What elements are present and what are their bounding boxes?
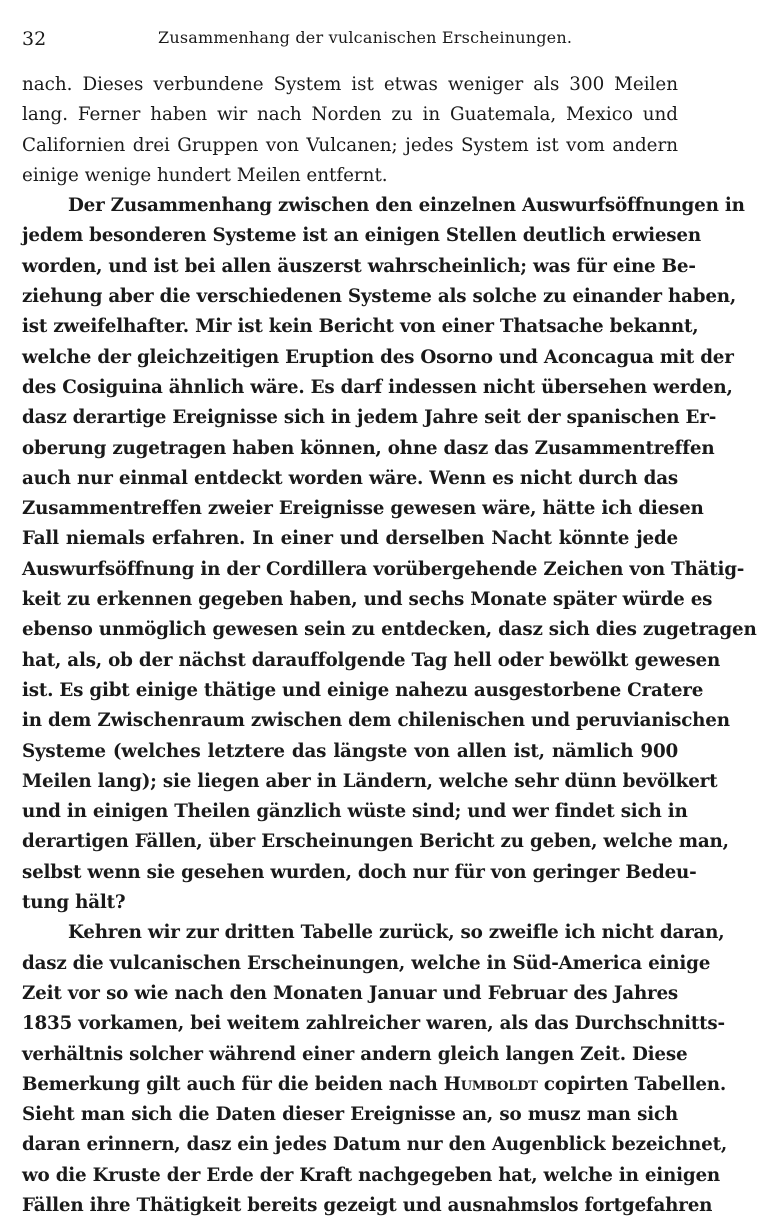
body-text xyxy=(22,70,757,1221)
text-line: tung hält? xyxy=(22,892,126,914)
text-line: worden, und ist bei allen äuszerst wahrscheinlich; was für eine Be- xyxy=(22,255,696,277)
text-line: lang. Ferner haben wir nach Norden zu in Guatemala, Mexico und xyxy=(22,104,678,126)
text-line: oberung zugetragen haben können, ohne dasz das Zusammentreffen xyxy=(22,437,715,459)
text-line: ist zweifelhafter. Mir ist kein Bericht von einer Thatsache bekannt, xyxy=(22,316,699,338)
text-line: in dem Zwischenraum zwischen dem chilenischen und peruvianischen xyxy=(22,710,730,732)
text-line: ziehung aber die verschiedenen Systeme als solche zu einander haben, xyxy=(22,286,737,308)
text-line: jedem besonderen Systeme ist an einigen Stellen deutlich erwiesen xyxy=(22,225,701,247)
page-number: 32 xyxy=(22,28,47,50)
text-line: dasz derartige Ereignisse sich in jedem Jahre seit der spanischen Er- xyxy=(22,407,717,429)
text-line: Meilen lang); sie liegen aber in Ländern, welche sehr dünn bevölkert xyxy=(22,770,718,792)
paragraph-first-line: Kehren wir zur dritten Tabelle zurück, so zweifle ich nicht daran, xyxy=(68,922,725,944)
text-segment: copirten Tabellen. xyxy=(537,1073,727,1095)
text-line: dasz die vulcanischen Erscheinungen, welche in Süd-America einige xyxy=(22,952,711,974)
text-line: Fall niemals erfahren. In einer und derselben Nacht könnte jede xyxy=(22,528,678,550)
page-header xyxy=(22,28,677,54)
text-line: selbst wenn sie gesehen wurden, doch nur für von geringer Bedeu- xyxy=(22,861,697,883)
text-line: wo die Kruste der Erde der Kraft nachgegeben hat, welche in einigen xyxy=(22,1164,720,1186)
text-line: nach. Dieses verbundene System ist etwas weniger als 300 Meilen xyxy=(22,74,678,95)
text-line: welche der gleichzeitigen Eruption des Osorno und Aconcagua mit der xyxy=(22,346,734,368)
text-line: auch nur einmal entdeckt worden wäre. Wenn es nicht durch das xyxy=(22,467,678,489)
text-line: Systeme (welches letztere das längste von allen ist, nämlich 900 xyxy=(22,740,678,762)
text-line: daran erinnern, dasz ein jedes Datum nur den Augenblick bezeichnet, xyxy=(22,1134,727,1156)
text-line: Zeit vor so wie nach den Monaten Januar und Februar des Jahres xyxy=(22,982,678,1004)
running-head: Zusammenhang der vulcanischen Erscheinungen. xyxy=(158,28,573,47)
text-line: Sieht man sich die Daten dieser Ereignisse an, so musz man sich xyxy=(22,1104,678,1126)
text-line: Fällen ihre Thätigkeit bereits gezeigt und ausnahmslos fortgefahren xyxy=(22,1194,713,1216)
text-line: derartigen Fällen, über Erscheinungen Bericht zu geben, welche man, xyxy=(22,831,729,853)
text-line: Zusammentreffen zweier Ereignisse gewesen wäre, hätte ich diesen xyxy=(22,498,704,520)
text-line: Auswurfsöffnung in der Cordillera vorübergehende Zeichen von Thätig- xyxy=(22,558,745,580)
text-line: hat, als, ob der nächst darauffolgende Tag hell oder bewölkt gewesen xyxy=(22,649,721,671)
text-segment: Bemerkung gilt auch für die beiden nach xyxy=(22,1073,444,1095)
author-name: Humboldt xyxy=(443,1073,538,1095)
text-line: einige wenige hundert Meilen entfernt. xyxy=(22,164,388,186)
text-line: des Cosiguina ähnlich wäre. Es darf indessen nicht übersehen werden, xyxy=(22,376,733,398)
text-line: und in einigen Theilen gänzlich wüste sind; und wer findet sich in xyxy=(22,801,688,823)
text-line: verhältnis solcher während einer andern gleich langen Zeit. Diese xyxy=(22,1043,688,1065)
text-line: ist. Es gibt einige thätige und einige nahezu ausgestorbene Cratere xyxy=(22,679,704,701)
text-line: Californien drei Gruppen von Vulcanen; jedes System ist vom andern xyxy=(22,134,678,156)
text-line xyxy=(22,1070,727,1100)
paragraph-first-line: Der Zusammenhang zwischen den einzelnen Auswurfsöffnungen in xyxy=(68,195,745,217)
text-line: ebenso unmöglich gewesen sein zu entdecken, dasz sich dies zugetragen xyxy=(22,619,757,641)
text-line: 1835 vorkamen, bei weitem zahlreicher waren, als das Durchschnitts- xyxy=(22,1013,725,1035)
text-line: keit zu erkennen gegeben haben, und sechs Monate später würde es xyxy=(22,589,713,611)
